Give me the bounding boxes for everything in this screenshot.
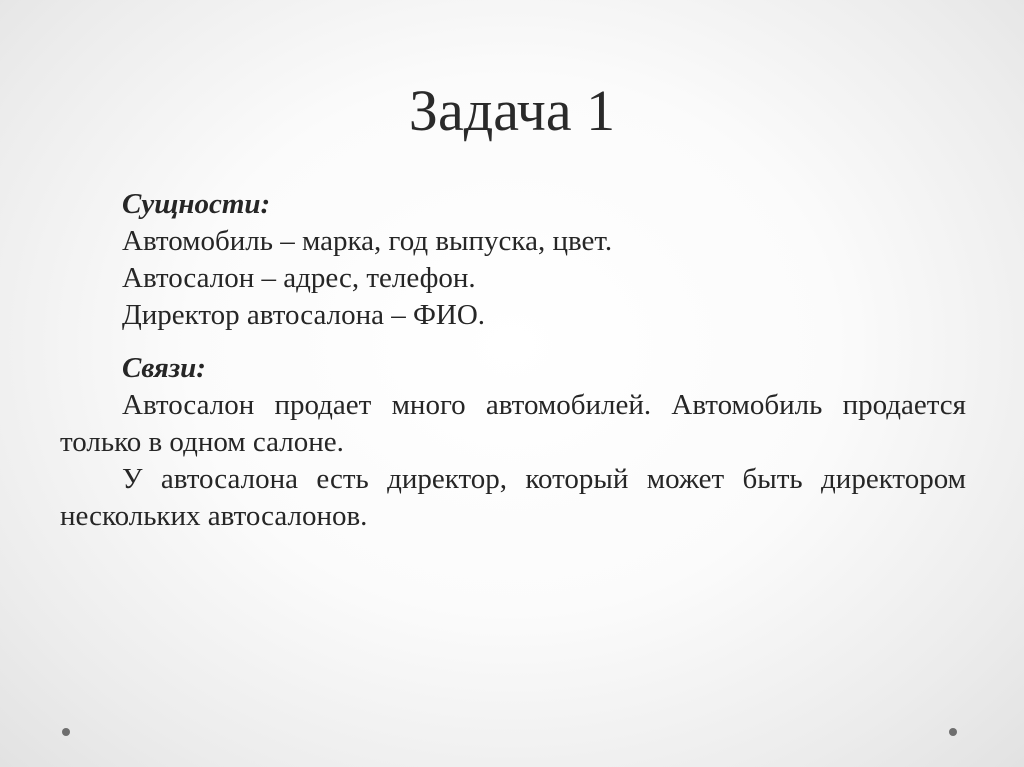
relation-paragraph: У автосалона есть директор, который может быть директором нескольких автосалонов. xyxy=(60,463,966,532)
slide-title: Задача 1 xyxy=(408,78,616,143)
entity-item: Директор автосалона – ФИО. xyxy=(122,299,486,331)
bullet-dot-icon xyxy=(949,728,957,736)
entity-item: Автосалон – адрес, телефон. xyxy=(122,262,476,294)
relations-heading: Связи: xyxy=(122,352,206,384)
section-spacer xyxy=(60,334,966,350)
relation-paragraph: Автосалон продает много автомобилей. Автомобиль продается только в одном салоне. xyxy=(60,389,966,458)
entity-item: Автомобиль – марка, год выпуска, цвет. xyxy=(122,225,613,257)
slide-content xyxy=(60,186,966,535)
entities-heading: Сущности: xyxy=(122,188,271,220)
bullet-dot-icon xyxy=(62,728,70,736)
